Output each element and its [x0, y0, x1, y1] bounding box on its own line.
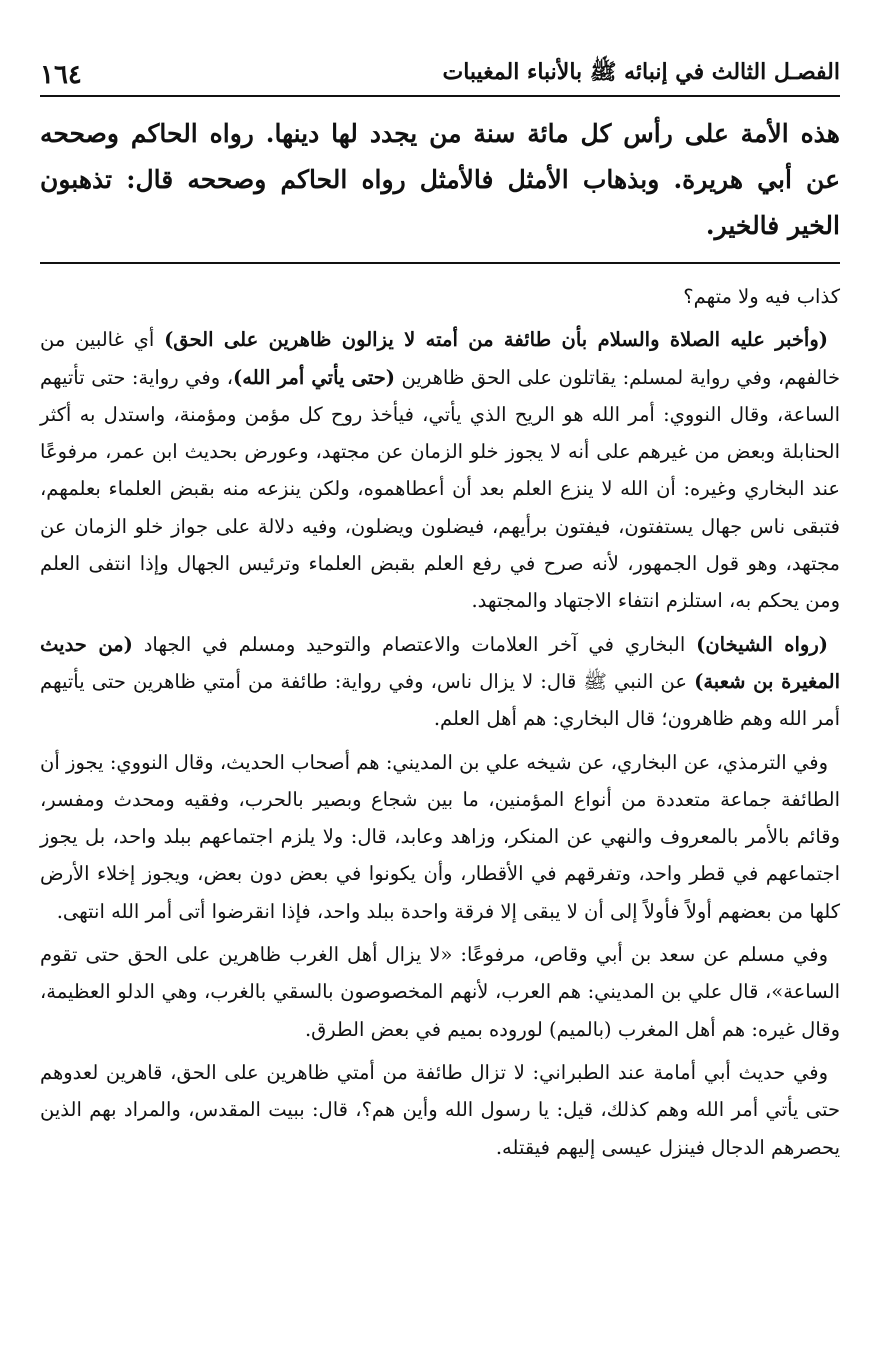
quoted-matn: (من حديث المغيرة بن شعبة)	[40, 632, 840, 693]
commentary-paragraph-3	[40, 626, 840, 738]
quoted-matn: (وأخبر عليه الصلاة والسلام بأن طائفة من أمته لا يزالون ظاهرين على الحق)	[164, 328, 828, 352]
main-text: هذه الأمة على رأس كل مائة سنة من يجدد لها دينها. رواه الحاكم وصححه عن أبي هريرة. وبذهاب الأمثل فالأمثل رواه الحاكم وصححه قال: تذهبون الخير فالخير.	[40, 119, 840, 240]
commentary-text: ، وفي رواية: حتى تأتيهم الساعة، وقال النووي: أمر الله هو الريح الذي يأتي، فيأخذ روح كل مؤمن ومؤمنة، واستدل به أكثر الحنابلة وبعض من غيرهم على أنه لا يجوز خلو الزمان عن مجتهد، وعورض بحديث ابن عمر، مرفوعًا عند البخاري وغيره: أن الله لا ينزع العلم بعد أن أعطاهموه، ولكن ينزعه منه بقبض العلماء بعلمهم، فتبقى ناس جهال يستفتون، فيفتون برأيهم، فيضلون ويضلون، وفيه دلالة على جواز خلو الزمان عن مجتهد، وهو قول الجمهور، لأنه صرح في رفع العلم بقبض العلماء وترئيس الجهال وإذا انتفى العلم ومن يحكم به، استلزم انتفاء الاجتهاد والمجتهد.	[40, 365, 840, 613]
commentary-paragraph-2	[40, 321, 840, 619]
commentary-paragraph-4: وفي الترمذي، عن البخاري، عن شيخه علي بن المديني: هم أصحاب الحديث، وقال النووي: يجوز أن الطائفة جماعة متعددة من أنواع المؤمنين، ما بين شجاع وبصير بالحرب، وفقيه ومحدث ومفسر، وقائم بالأمر بالمعروف والنهي عن المنكر، وزاهد وعابد، قال: ولا يلزم اجتماعهم ببلد واحد، بل يجوز اجتماعهم في قطر واحد، وتفرقهم في الأقطار، وأن يكونوا في بعض دون بعض، ويجوز إخلاء الأرض كلها من بعضهم أولاً فأولاً إلى أن لا يبقى إلا فرقة واحدة ببلد واحد، فإذا انقرضوا أتى أمر الله انتهى.	[40, 750, 840, 923]
commentary-paragraph-6: وفي حديث أبي أمامة عند الطبراني: لا تزال طائفة من أمتي ظاهرين على الحق، قاهرين لعدوهم حتى يأتي أمر الله وهم كذلك، قيل: يا رسول الله وأين هم؟، قال: ببيت المقدس، والمراد بهم الذين يحصرهم الدجال فينزل عيسى إليهم فيقتله.	[40, 1060, 840, 1159]
page-number: ١٦٤	[40, 60, 82, 90]
commentary-text: أي غالبين من خالفهم، وفي رواية لمسلم: يقاتلون على الحق ظاهرين	[40, 328, 841, 389]
quoted-matn: (رواه الشيخان)	[696, 632, 828, 656]
commentary-text: عن النبي ﷺ قال: لا يزال ناس، وفي رواية: طائفة من أمتي ظاهرين حتى يأتيهم أمر الله وهم ظاهرون؛ قال البخاري: هم أهل العلم.	[40, 669, 840, 731]
commentary-text: البخاري في آخر العلامات والاعتصام والتوحيد ومسلم في الجهاد	[132, 632, 697, 656]
commentary-paragraph-5: وفي مسلم عن سعد بن أبي وقاص، مرفوعًا: «لا يزال أهل الغرب ظاهرين على الحق حتى تقوم الساعة»، قال علي بن المديني: هم العرب، لأنهم المخصوصون بالسقي بالغرب، وهي الدلو العظيمة، وقال غيره: هم أهل المغرب (بالميم) لوروده بميم في بعض الطرق.	[40, 943, 840, 1041]
separator-rule	[40, 262, 840, 264]
commentary	[40, 278, 840, 1172]
page-header	[40, 48, 840, 90]
header-rule	[40, 95, 840, 97]
commentary-paragraph-1: كذاب فيه ولا متهم؟	[683, 285, 840, 308]
running-title: الفصـل الثالث في إنبائه ﷺ بالأنباء المغيبات	[442, 59, 840, 85]
quoted-matn: (حتى يأتي أمر الله)	[233, 365, 396, 389]
